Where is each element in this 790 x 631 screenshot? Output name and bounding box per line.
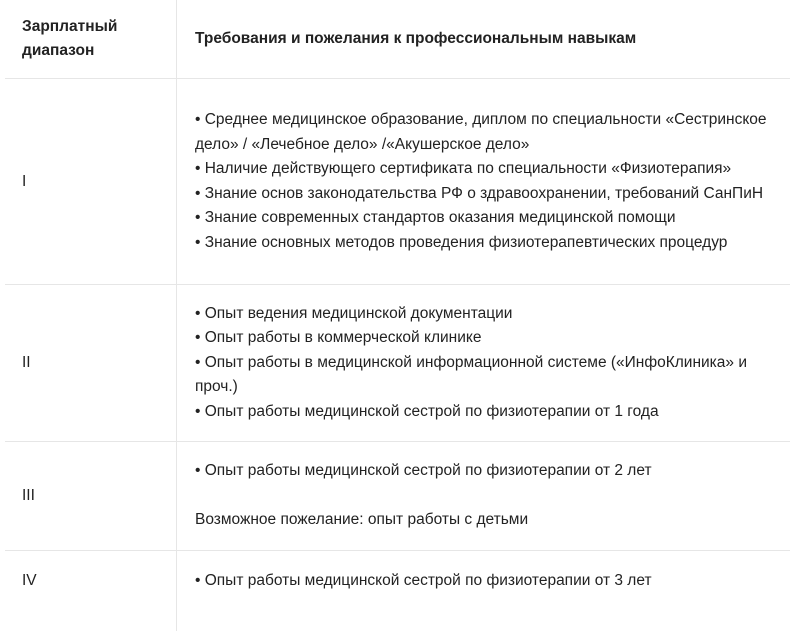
list-item: • Знание основных методов проведения физиотерапевтических процедур (195, 233, 728, 251)
requirements-cell (177, 551, 790, 631)
list-item: • Среднее медицинское образование, диплом по специальности «Сестринское дело» / «Лечебное дело» /«Акушерское дело» (195, 111, 767, 153)
list-item: • Знание современных стандартов оказания медицинской помощи (195, 209, 676, 226)
salary-range: IV (5, 551, 177, 631)
list-item: • Наличие действующего сертификата по специальности «Физиотерапия» (195, 160, 732, 177)
requirements-cell (177, 285, 790, 441)
table-row (5, 551, 790, 631)
spacer (195, 484, 778, 509)
list-item: • Опыт работы в коммерческой клинике (195, 329, 482, 347)
requirements-cell (177, 442, 790, 550)
salary-range: I (5, 79, 177, 284)
list-item: • Опыт работы медицинской сестрой по физиотерапии от 1 года (195, 402, 659, 420)
requirements-table (5, 0, 790, 631)
note: Возможное пожелание: опыт работы с детьми (195, 511, 529, 529)
list-item: • Опыт ведения медицинской документации (195, 304, 513, 322)
table-row (5, 442, 790, 551)
salary-range: II (5, 285, 177, 441)
header-salary-range: Зарплатный диапазон (5, 0, 177, 78)
list-item: • Опыт работы медицинской сестрой по физиотерапии от 2 лет (195, 462, 652, 480)
requirements-cell (177, 79, 790, 284)
header-requirements: Требования и пожелания к профессиональным навыкам (195, 29, 637, 47)
list-item: • Опыт работы медицинской сестрой по физиотерапии от 3 лет (195, 572, 652, 589)
list-item: • Знание основ законодательства РФ о здравоохранении, требований СанПиН (195, 184, 764, 202)
list-item: • Опыт работы в медицинской информационной системе («ИнфоКлиника» и проч.) (195, 353, 748, 396)
table-row (5, 79, 790, 285)
table-header (5, 0, 790, 79)
salary-range: III (5, 442, 177, 550)
table-row (5, 285, 790, 442)
